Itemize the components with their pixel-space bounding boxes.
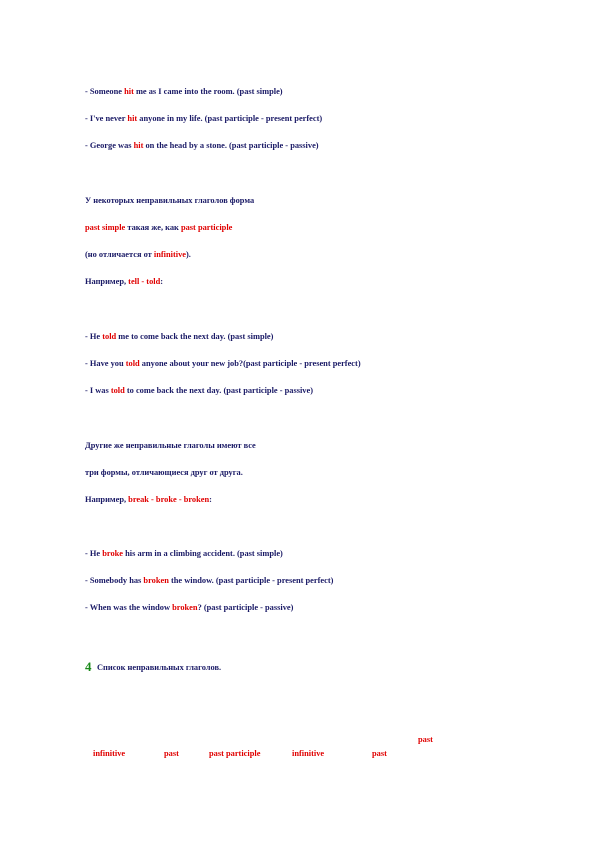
example-hit-3: - George was hit on the head by a stone. (past participle - passive) [85,141,319,150]
intro2-line2: три формы, отличающиеся друг от друга. [85,468,243,477]
verb-broke: broke [102,549,124,558]
section-number: 4 [85,659,92,674]
grammar-tag: (past participle - passive) [229,141,319,150]
grammar-tag: (past participle - passive) [223,386,313,395]
intro1-line2: past simple такая же, как past participle [85,223,233,232]
grammar-tag: (past participle - present perfect) [204,114,323,123]
example-broke-2: - Somebody has broken the window. (past participle - present perfect) [85,576,334,585]
col-header-past-3: past [418,735,433,744]
verb-told: told [102,332,117,341]
verb-told: told [125,359,140,368]
grammar-tag: (past participle - present perfect) [215,576,334,585]
intro1-line1: У некоторых неправильных глаголов форма [85,196,255,205]
intro2-line1: Другие же неправильные глаголы имеют все [85,441,256,450]
verb-hit: hit [127,114,138,123]
verb-hit: hit [133,141,144,150]
example-broke-3: - When was the window broken? (past participle - passive) [85,603,294,612]
intro1-line3: (но отличается от infinitive). [85,250,191,259]
col-header-past-participle: past participle [209,749,261,758]
grammar-tag: (past simple) [227,332,274,341]
example-told-2: - Have you told anyone about your new job?(past participle - present perfect) [85,359,361,368]
col-header-infinitive: infinitive [93,749,126,758]
verb-told: told [110,386,125,395]
verb-broken: broken [172,603,198,612]
section-title: Список неправильных глаголов. [97,663,222,672]
example-broke-1: - He broke his arm in a climbing accident. (past simple) [85,549,283,558]
example-hit-1: - Someone hit me as I came into the room. (past simple) [85,87,283,96]
grammar-tag: (past participle - passive) [203,603,294,612]
example-hit-2: - I've never hit anyone in my life. (past participle - present perfect) [85,114,323,123]
verb-broken: broken [143,576,169,585]
example-told-1: - He told me to come back the next day. (past simple) [85,332,274,341]
intro2-line3: Например, break - broke - broken: [85,495,212,504]
col-header-infinitive-2: infinitive [292,749,325,758]
verb-hit: hit [124,87,134,96]
intro1-line4: Например, tell - told: [85,277,164,286]
col-header-past-2: past [372,749,387,758]
col-header-past: past [164,749,179,758]
grammar-tag: (past simple) [237,549,283,558]
example-told-3: - I was told to come back the next day. (past participle - passive) [85,386,313,395]
grammar-tag: (past participle - present perfect) [243,359,361,368]
grammar-tag: (past simple) [236,87,283,96]
